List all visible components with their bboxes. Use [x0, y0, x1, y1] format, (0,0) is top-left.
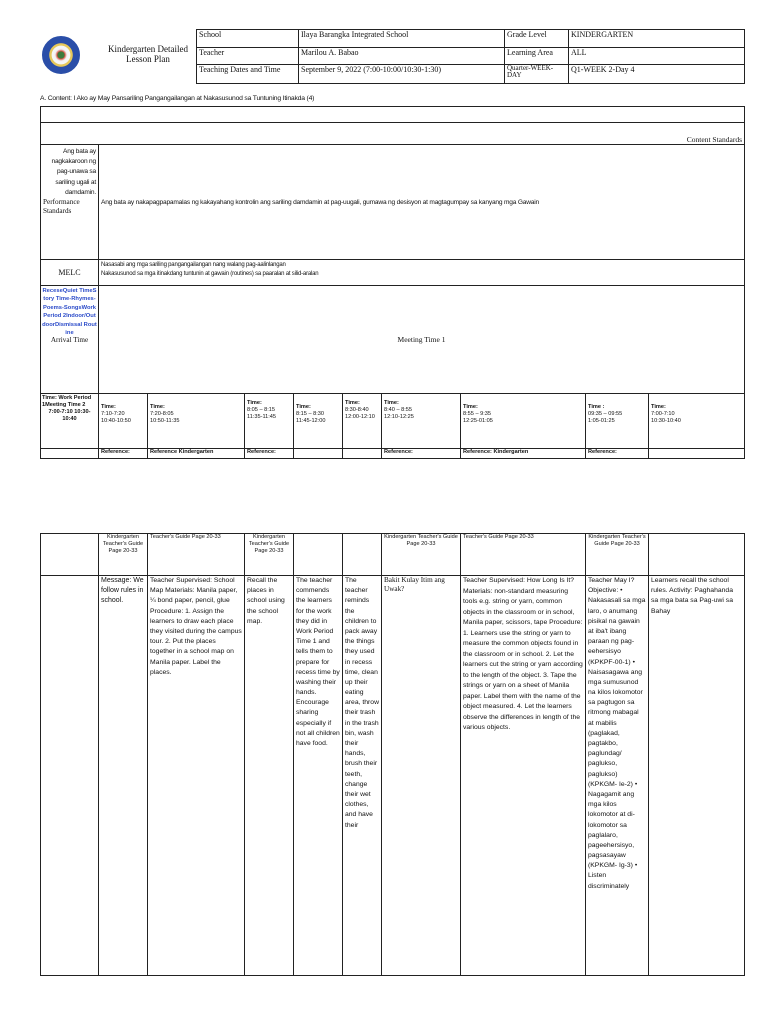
header-table: [196, 29, 745, 84]
time-cell-9: Time: 7:00-7:10 10:30-10:40: [649, 394, 745, 449]
time-cell-1: Time: 7:10-7:20 10:40-10:50: [99, 394, 148, 449]
reference-cell-2: Reference Kindergarten: [148, 449, 245, 459]
arrival-time-label: Arrival Time: [50, 336, 89, 345]
p2-cell-0: [41, 576, 99, 976]
reference-cell-4: [294, 449, 343, 459]
deped-seal-logo: [42, 36, 80, 74]
p2-cell-commends: The teacher commends the learners for the work they did in Work Period Time 1 and tells them to prepare for recess time by washing their hands. Encourage sharing especially if not all children have food.: [294, 576, 343, 976]
p2-ref-5: [343, 534, 382, 576]
content-standards-label: Content Standards: [41, 123, 745, 145]
reference-cell-7: Reference: Kindergarten: [461, 449, 586, 459]
melc-line-2: Nakasusunod sa mga itinakdang tuntunin at gawain (routines) sa paaralan at silid-aralan: [101, 271, 319, 278]
p2-cell-reminds: The teacher reminds the children to pack away the things they used in recess time, clean up their eating area, throw their trash in the trash bin, wash their hands, brush their teeth, change their wet clothes, and have their: [343, 576, 382, 976]
p2-ref-1: Kindergarten Teacher's Guide Page 20-33: [99, 534, 148, 576]
p2-cell-teacher-may-i: Teacher May I? Objective: • Nakasasali sa mga laro, o anumang pisikal na gawain at iba't ibang paraan ng pag-eehersisyo (KPKPF-00-1) • Naisasagawa ang mga sumusunod na kilos lokomotor sa pagtugon sa ritmong mabagal at mabilis (paglakad, pagtakbo, paglundag/ paglukso, paglukso) (KPKGM- Ie-2) • Nagagamit ang mga kilos lokomotor at di-lokomotor sa paglalaro, pageehersisyo, pagsasayaw (KPKGM- Ig-3) • Listen discriminately: [586, 576, 649, 976]
p2-cell-recall: Recall the places in school using the school map.: [245, 576, 294, 976]
p2-cell-how-long: Teacher Supervised: How Long Is It? Materials: non-standard measuring tools e.g. string or yarn, common objects in the classroom or in school, Manila paper, scissors, tape Procedure: 1. Learners use the string or yarn to measure the common objects found in the classroom or in school. 2. Let the learners cut the string or yarn according to the length of the object. 3. Tape the strings or yarn on a sheet of Manila paper. Label them with the name of the object measured. 4. Let the learners observe the differences in length of the various objects.: [461, 576, 586, 976]
area-label: Learning Area: [505, 48, 569, 65]
time-cell-4: Time: 8:15 – 8:30 11:45-12:00: [294, 394, 343, 449]
blue-list-cell: [41, 286, 99, 394]
grade-label: Grade Level: [505, 30, 569, 48]
p2-ref-8: Kindergarten Teacher's Guide Page 20-33: [586, 534, 649, 576]
lesson-table-page1: [40, 106, 745, 459]
time-cell-5: Time: 8:30-8:40 12:00-12:10: [343, 394, 382, 449]
routine-list: ReceseQuiet TimeStory Time-Rhymes-Poems-SongsWork Period 2Indoor/OutdoorDismissal Routine: [42, 288, 97, 336]
school-label: School: [197, 30, 299, 48]
p2-ref-2: Teacher's Guide Page 20-33: [148, 534, 245, 576]
p2-ref-7: Teacher's Guide Page 20-33: [461, 534, 586, 576]
reference-cell-9: [649, 449, 745, 459]
content-standard-text: Ang bata ay nagkakaroon ng pag-unawa sa sariling ugali at damdamin.: [51, 148, 96, 196]
work-period-text: Time: Work Period 1Meeting Time 2: [42, 395, 92, 408]
lesson-table-page2: [40, 533, 745, 976]
work-period-cell: [41, 394, 99, 449]
reference-cell-6: Reference:: [382, 449, 461, 459]
reference-cell-8: Reference:: [586, 449, 649, 459]
p2-ref-0: [41, 534, 99, 576]
melc-cell: [99, 260, 745, 286]
p2-ref-3: Kindergarten Teacher's Guide Page 20-33: [245, 534, 294, 576]
time-cell-7: Time: 8:55 – 9:35 12:25-01:05: [461, 394, 586, 449]
school-value: Ilaya Barangka Integrated School: [299, 30, 505, 48]
reference-cell-5: [343, 449, 382, 459]
blank-row: [41, 107, 745, 123]
time-cell-3: Time: 8:05 – 8:15 11:35-11:45: [245, 394, 294, 449]
time-cell-6: Time: 8:40 – 8:55 12:10-12:25: [382, 394, 461, 449]
p2-cell-message: Message: We follow rules in school.: [99, 576, 148, 976]
performance-standards-text: Ang bata ay nakapagpapamalas ng kakayahang kontrolin ang sariling damdamin at pag-uugali, gumawa ng desisyon at magtagumpay sa kanyang mga Gawain: [99, 145, 745, 260]
melc-label: MELC: [41, 260, 99, 286]
standards-left-cell: [41, 145, 99, 260]
quarter-label: Quarter-WEEK-DAY: [505, 65, 569, 84]
grade-value: KINDERGARTEN: [569, 30, 745, 48]
lesson-plan-title: Kindergarten Detailed Lesson Plan: [107, 44, 189, 65]
p2-ref-9: [649, 534, 745, 576]
dates-label: Teaching Dates and Time: [197, 65, 299, 84]
work-period-time: 7:00-7:10 10:30-10:40: [48, 408, 91, 422]
teacher-label: Teacher: [197, 48, 299, 65]
p2-cell-recall-rules: Learners recall the school rules. Activity: Paghahanda sa mga bata sa Pag-uwi sa Bahay: [649, 576, 745, 976]
performance-standards-label: Performance Standards: [43, 198, 80, 215]
melc-line-1: Nasasabi ang mga sariling pangangailangan nang walang pag-aalinlangan: [101, 262, 286, 268]
p2-ref-6: Kindergarten Teacher's Guide Page 20-33: [382, 534, 461, 576]
area-value: ALL: [569, 48, 745, 65]
teacher-value: Marilou A. Babao: [299, 48, 505, 65]
time-cell-2: Time: 7:20-8:05 10:50-11:35: [148, 394, 245, 449]
p2-cell-story: Bakit Kulay Itim ang Uwak?: [382, 576, 461, 976]
reference-cell-3: Reference:: [245, 449, 294, 459]
reference-cell-1: Reference:: [99, 449, 148, 459]
meeting-time-label: Meeting Time 1: [99, 286, 745, 394]
time-cell-8: Time : 09:35 – 09:55 1:05-01:25: [586, 394, 649, 449]
content-line: A. Content: I Ako ay May Pansariling Pangangailangan at Nakasusunod sa Tuntuning Itinakda (4): [40, 95, 315, 102]
p2-ref-4: [294, 534, 343, 576]
reference-cell-0: [41, 449, 99, 459]
p2-cell-school-map: Teacher Supervised: School Map Materials: Manila paper, ¼ bond paper, pencil, glue Procedure: 1. Assign the learners to draw each place they visited during the campus tour. 2. Put the places together in a school map on Manila paper. Label the places.: [148, 576, 245, 976]
quarter-value: Q1-WEEK 2-Day 4: [569, 65, 745, 84]
dates-value: September 9, 2022 (7:00-10:00/10:30-1:30): [299, 65, 505, 84]
